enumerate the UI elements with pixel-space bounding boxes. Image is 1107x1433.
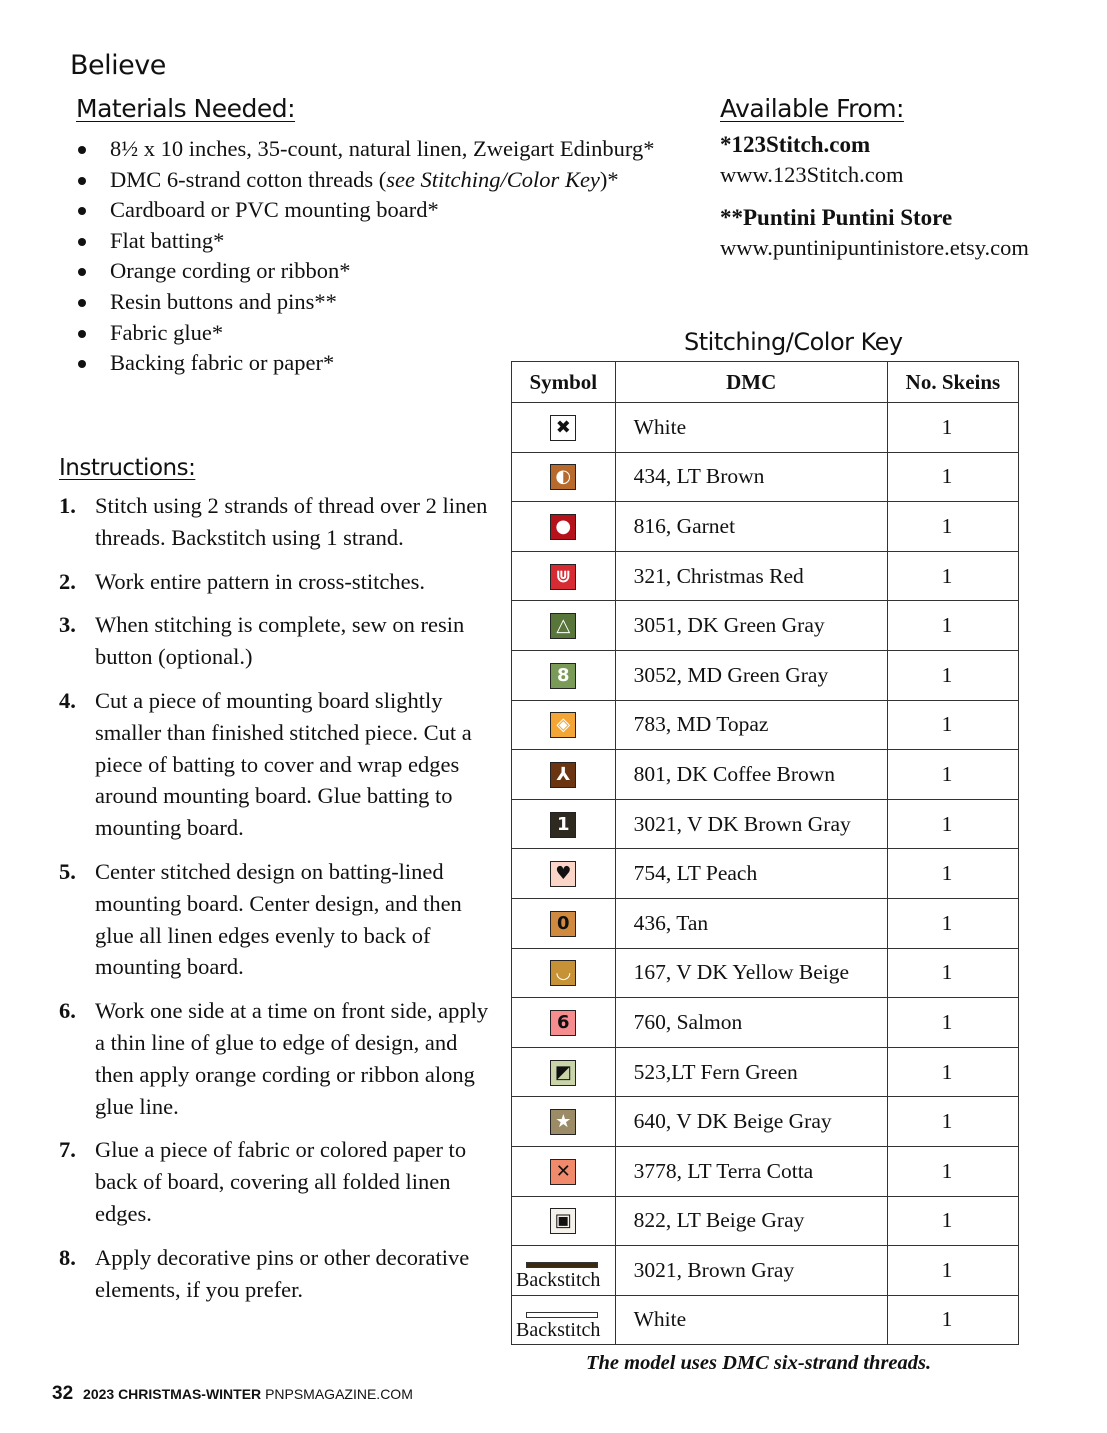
table-row xyxy=(512,403,1019,453)
skeins-cell: 1 xyxy=(887,1196,1018,1246)
dmc-cell: 640, V DK Beige Gray xyxy=(615,1097,887,1147)
symbol-cell xyxy=(512,799,616,849)
dmc-cell: 822, LT Beige Gray xyxy=(615,1196,887,1246)
six-icon: 6 xyxy=(550,1010,576,1036)
skeins-cell: 1 xyxy=(887,403,1018,453)
skeins-cell: 1 xyxy=(887,700,1018,750)
skeins-cell: 1 xyxy=(887,1047,1018,1097)
symbol-cell xyxy=(512,849,616,899)
color-key-body xyxy=(512,403,1019,1345)
table-header-row xyxy=(512,362,1019,403)
dmc-cell: 754, LT Peach xyxy=(615,849,887,899)
dmc-cell: 801, DK Coffee Brown xyxy=(615,750,887,800)
star-icon: ★ xyxy=(550,1109,576,1135)
dmc-cell: White xyxy=(615,1295,887,1345)
source-name: *123Stitch.com xyxy=(720,132,871,157)
instruction-step: 5. Center stitched design on batting-lined mounting board. Center design, and then glue all linen edges evenly to back of mounting board. xyxy=(59,858,462,980)
materials-item: DMC 6-strand cotton threads (see Stitching/Color Key)* xyxy=(76,165,654,196)
skeins-cell: 1 xyxy=(887,1146,1018,1196)
symbol-cell xyxy=(512,998,616,1048)
table-row xyxy=(512,998,1019,1048)
page-title: Believe xyxy=(70,50,166,81)
table-row xyxy=(512,1246,1019,1296)
dmc-cell: 3778, LT Terra Cotta xyxy=(615,1146,887,1196)
site-name: PNPSMAGAZINE.COM xyxy=(265,1386,413,1402)
symbol-cell xyxy=(512,1047,616,1097)
skeins-cell: 1 xyxy=(887,799,1018,849)
triangle-icon: △ xyxy=(550,613,576,639)
diagonal-square-icon: ◩ xyxy=(550,1060,576,1086)
skeins-cell: 1 xyxy=(887,502,1018,552)
symbol-cell xyxy=(512,898,616,948)
symbol-cell xyxy=(512,601,616,651)
instructions-heading: Instructions: xyxy=(59,455,196,481)
dmc-cell: 760, Salmon xyxy=(615,998,887,1048)
dmc-cell: White xyxy=(615,403,887,453)
dot-icon: ● xyxy=(550,514,576,540)
symbol-cell xyxy=(512,403,616,453)
table-row xyxy=(512,551,1019,601)
dmc-cell: 436, Tan xyxy=(615,898,887,948)
table-row xyxy=(512,1047,1019,1097)
backstitch-line-icon xyxy=(526,1312,598,1318)
table-row xyxy=(512,1146,1019,1196)
materials-item: 8½ x 10 inches, 35-count, natural linen, Zweigart Edinburg* xyxy=(76,134,654,165)
table-row xyxy=(512,452,1019,502)
symbol-cell xyxy=(512,452,616,502)
dmc-cell: 167, V DK Yellow Beige xyxy=(615,948,887,998)
source-url: www.puntinipuntinistore.etsy.com xyxy=(720,235,1029,260)
crossed-x-icon: ✕ xyxy=(550,1159,576,1185)
symbol-cell xyxy=(512,1196,616,1246)
materials-item: Fabric glue* xyxy=(76,318,654,349)
instruction-step: 7. Glue a piece of fabric or colored paper to back of board, covering all folded linen edges. xyxy=(59,1137,467,1226)
skeins-cell: 1 xyxy=(887,849,1018,899)
table-row xyxy=(512,502,1019,552)
symbol-cell xyxy=(512,551,616,601)
skeins-cell: 1 xyxy=(887,948,1018,998)
instruction-step: 8. Apply decorative pins or other decorative elements, if you prefer. xyxy=(59,1244,470,1302)
backstitch-label: Backstitch xyxy=(516,1269,601,1292)
symbol-header: Symbol xyxy=(512,362,616,403)
instruction-step: 4. Cut a piece of mounting board slightly smaller than finished stitched piece. Cut a piece of batting to cover and wrap edges around mounting board. Glue batting to mounting board. xyxy=(59,687,472,841)
materials-item: Cardboard or PVC mounting board* xyxy=(76,195,654,226)
page-number: 32 xyxy=(52,1383,74,1404)
materials-heading: Materials Needed: xyxy=(76,94,296,123)
materials-item: Backing fabric or paper* xyxy=(76,348,654,379)
table-row xyxy=(512,1097,1019,1147)
half-circle-icon: ◐ xyxy=(550,464,576,490)
dmc-cell: 3052, MD Green Gray xyxy=(615,650,887,700)
symbol-cell xyxy=(512,700,616,750)
skeins-cell: 1 xyxy=(887,1246,1018,1296)
skeins-cell: 1 xyxy=(887,452,1018,502)
dmc-cell: 523,LT Fern Green xyxy=(615,1047,887,1097)
backstitch-cell xyxy=(512,1295,616,1345)
skeins-cell: 1 xyxy=(887,551,1018,601)
page-footer xyxy=(52,1383,413,1405)
model-note: The model uses DMC six-strand threads. xyxy=(586,1352,932,1374)
skeins-cell: 1 xyxy=(887,601,1018,651)
symbol-cell xyxy=(512,1097,616,1147)
table-row xyxy=(512,1196,1019,1246)
dmc-cell: 3021, V DK Brown Gray xyxy=(615,799,887,849)
color-key-table xyxy=(511,361,1019,1345)
skeins-cell: 1 xyxy=(887,650,1018,700)
tripod-icon: ⅄ xyxy=(550,762,576,788)
table-row xyxy=(512,799,1019,849)
dmc-cell: 816, Garnet xyxy=(615,502,887,552)
table-row xyxy=(512,849,1019,899)
dmc-cell: 3021, Brown Gray xyxy=(615,1246,887,1296)
diamond-icon: ◈ xyxy=(550,712,576,738)
materials-list xyxy=(76,134,654,379)
eight-icon: 8 xyxy=(550,663,576,689)
symbol-cell xyxy=(512,650,616,700)
square-dot-icon: ▣ xyxy=(550,1208,576,1234)
issue-name: 2023 CHRISTMAS-WINTER xyxy=(83,1386,262,1402)
available-heading: Available From: xyxy=(720,94,904,123)
source-url: www.123Stitch.com xyxy=(720,162,904,187)
instructions-list xyxy=(59,490,499,1317)
table-row xyxy=(512,898,1019,948)
u-hook-icon: ⋓ xyxy=(550,564,576,590)
instruction-step: 3. When stitching is complete, sew on resin button (optional.) xyxy=(59,612,465,670)
dmc-cell: 783, MD Topaz xyxy=(615,700,887,750)
dmc-cell: 434, LT Brown xyxy=(615,452,887,502)
symbol-cell xyxy=(512,750,616,800)
zero-icon: 0 xyxy=(550,911,576,937)
materials-item: Flat batting* xyxy=(76,226,654,257)
symbol-cell xyxy=(512,1146,616,1196)
table-row xyxy=(512,1295,1019,1345)
backstitch-label: Backstitch xyxy=(516,1318,601,1341)
skeins-header: No. Skeins xyxy=(887,362,1018,403)
color-key-heading: Stitching/Color Key xyxy=(684,328,903,356)
skeins-cell: 1 xyxy=(887,898,1018,948)
symbol-cell xyxy=(512,948,616,998)
heart-icon: ♥ xyxy=(550,861,576,887)
table-row xyxy=(512,601,1019,651)
backstitch-line-icon xyxy=(526,1262,598,1268)
skeins-cell: 1 xyxy=(887,998,1018,1048)
half-dot-icon: ◡ xyxy=(550,960,576,986)
dmc-cell: 321, Christmas Red xyxy=(615,551,887,601)
dmc-header: DMC xyxy=(615,362,887,403)
materials-item: Orange cording or ribbon* xyxy=(76,256,654,287)
source-name: **Puntini Puntini Store xyxy=(720,205,953,230)
table-row xyxy=(512,650,1019,700)
instruction-step: 6. Work one side at a time on front side, apply a thin line of glue to edge of design, and then apply orange cording or ribbon along glue line. xyxy=(59,998,489,1119)
one-icon: 1 xyxy=(550,812,576,838)
backstitch-cell xyxy=(512,1246,616,1296)
skeins-cell: 1 xyxy=(887,750,1018,800)
x-mark-icon: ✖ xyxy=(550,415,576,441)
materials-item: Resin buttons and pins** xyxy=(76,287,654,318)
table-row xyxy=(512,750,1019,800)
symbol-cell xyxy=(512,502,616,552)
instruction-step: 2. Work entire pattern in cross-stitches. xyxy=(59,568,425,594)
table-row xyxy=(512,948,1019,998)
dmc-cell: 3051, DK Green Gray xyxy=(615,601,887,651)
skeins-cell: 1 xyxy=(887,1097,1018,1147)
instruction-step: 1. Stitch using 2 strands of thread over 2 linen threads. Backstitch using 1 strand. xyxy=(59,493,488,550)
table-row xyxy=(512,700,1019,750)
skeins-cell: 1 xyxy=(887,1295,1018,1345)
